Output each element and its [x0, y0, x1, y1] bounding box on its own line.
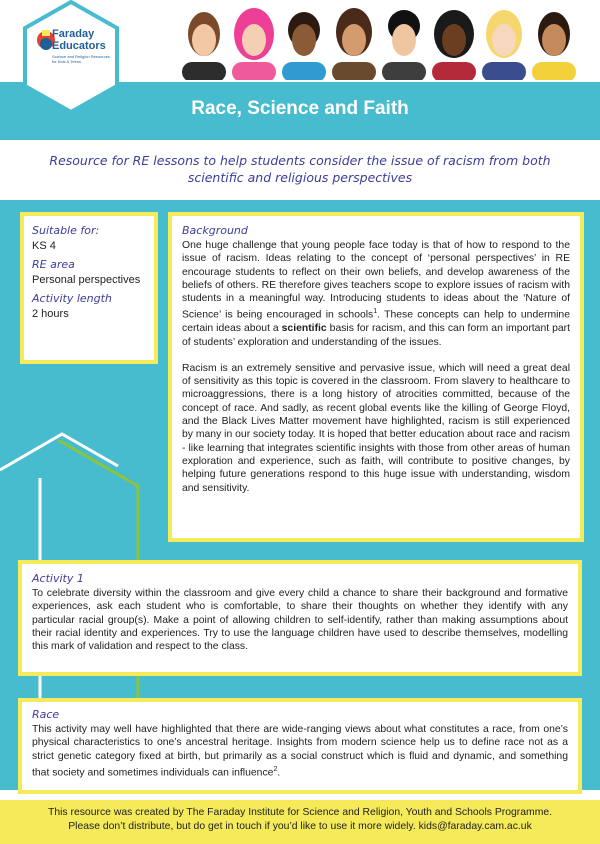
person-7 [482, 10, 526, 80]
footer-line-1: This resource was created by The Faraday Institute for Science and Religion, Youth and Schools Programme. [47, 807, 553, 818]
activity-heading: Activity 1 [32, 572, 84, 585]
footnote-2: 2 [273, 765, 278, 773]
page-title: Race, Science and Faith [191, 98, 409, 119]
person-1 [182, 12, 226, 80]
race-text-body: This activity may well have highlighted that there are wide-ranging views about what constitutes a race, from one’s physical characteristics to one’s ancestral heritage. Insights from modern science help us to define race not as a strict genetic category fixed at birth, but primarily as a social construct which is fluid and dynamic, and something that society and sometimes individuals can influence [32, 724, 568, 779]
race-heading: Race [32, 708, 60, 721]
footnote-1: 1 [373, 308, 378, 316]
length-label: Activity length [32, 292, 112, 305]
footer-line-2: Please don’t distribute, but do get in touch if you’d like to use it more widely. kids@faraday.cam.ac.uk [68, 820, 532, 832]
race-box [18, 698, 582, 794]
person-5 [382, 10, 426, 80]
race-text-end: . [277, 767, 281, 779]
background-paragraph-1 [182, 239, 570, 349]
length-value: 2 hours [32, 308, 69, 320]
background-p1-part-a: One huge challenge that young people face today is that of how to respond to the issue of racism. Ideas relating to the concept of ‘personal perspectives’ in RE encourage students to reflect on their own beliefs, and develop awareness of the beliefs of others. RE therefore gives teachers scope to explore issues of racism with students in a meaningful way. Introducing students to ideas about the ‘Nature of Science’ is being encouraged in schools [182, 240, 570, 321]
background-p1-bold: scientific [281, 323, 327, 335]
background-box [168, 212, 584, 542]
people-illustration [170, 0, 600, 80]
logo-subtitle: Science and Religion Resources for Kids & Teens [52, 54, 110, 64]
background-p1-part-b: . These concepts can help to undermine certain ideas about a [182, 309, 570, 335]
activity-box [18, 560, 582, 676]
person-3 [282, 12, 326, 80]
race-text [32, 723, 568, 780]
activity-text: To celebrate diversity within the classroom and give every child a chance to share their background and formative experiences, ask each student who is comfortable, to share their thoughts on whether they identify with any particular racial group(s). Make a point of allowing children to self-identify, rather than making assumptions about their racial identity and experiences. Try to use the language children have used to describe themselves, modelling this mark of validation and respect to the class. [32, 588, 568, 653]
suitable-value: KS 4 [32, 240, 56, 252]
area-value: Personal perspectives [32, 274, 141, 286]
background-heading: Background [182, 224, 248, 237]
suitable-label: Suitable for: [32, 224, 100, 237]
person-2 [232, 8, 276, 80]
background-p1-part-c: basis for racism, and this can form an important part of students’ exploration and understanding of the issues. [182, 323, 570, 348]
logo-title: Faraday Educators [52, 28, 106, 52]
details-box [20, 212, 158, 364]
area-label: RE area [32, 258, 75, 271]
footer [10, 806, 590, 833]
person-4 [332, 8, 376, 80]
person-8 [532, 12, 576, 80]
person-6 [432, 10, 476, 80]
background-paragraph-2: Racism is an extremely sensitive and pervasive issue, which will need a great deal of sensitivity as this topic is covered in the classroom. From slavery to healthcare to microaggressions, there is a long history of atrocities committed, because of the concept of race. And sadly, as recent global events like the killing of George Floyd, and the Black Lives Matter movement have highlighted, racism is still experienced by many in our society today. It is hoped that better education about race and racism - like learning that integrates scientific insights with those from other areas of human exploration and experience, such as faith, will contribute to positive changes, by helping future generations respond to this huge issue with understanding, wisdom and sensitivity. [182, 362, 570, 494]
subtitle: Resource for RE lessons to help students consider the issue of racism from both scientific and religious perspectives [49, 153, 551, 185]
